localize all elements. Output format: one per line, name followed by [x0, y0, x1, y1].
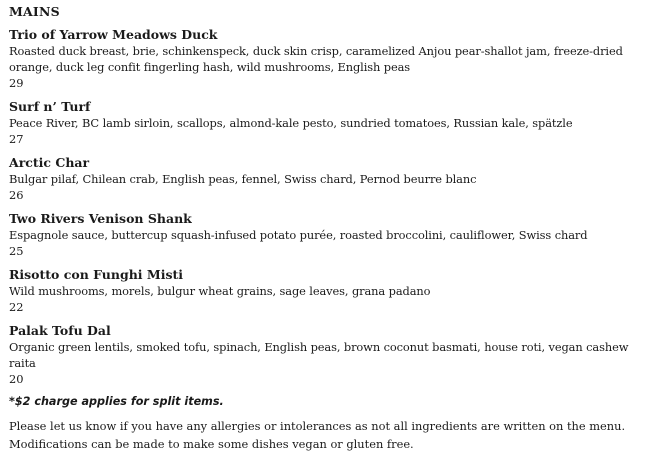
dish-name: Surf n’ Turf — [9, 99, 91, 114]
dish-description: Bulgar pilaf, Chilean crab, English peas, fennel, Swiss chard, Pernod beurre blanc — [9, 172, 477, 186]
dish-name: Two Rivers Venison Shank — [9, 211, 192, 226]
dish-price: 25 — [9, 244, 24, 258]
allergy-disclaimer: Please let us know if you have any allergies or intolerances as not all ingredients are written on the menu. Modifications can be made to make some dishes vegan or gluten free. — [9, 419, 626, 451]
menu-item-surf-n-turf — [9, 98, 645, 148]
split-charge-note: *$2 charge applies for split items. — [9, 395, 224, 408]
menu-item-arctic-char — [9, 154, 645, 204]
menu-item-venison-shank — [9, 210, 645, 260]
section-title-mains: MAINS — [9, 4, 60, 19]
menu-page — [9, 4, 645, 453]
dish-price: 20 — [9, 372, 24, 386]
dish-price: 27 — [9, 132, 24, 146]
menu-item-palak-tofu-dal — [9, 322, 645, 388]
dish-name: Risotto con Funghi Misti — [9, 267, 184, 282]
dish-name: Arctic Char — [9, 155, 90, 170]
dish-description: Wild mushrooms, morels, bulgur wheat grains, sage leaves, grana padano — [9, 284, 431, 298]
dish-description: Peace River, BC lamb sirloin, scallops, almond-kale pesto, sundried tomatoes, Russian kale, spätzle — [9, 116, 573, 130]
dish-description: Roasted duck breast, brie, schinkenspeck, duck skin crisp, caramelized Anjou pear-shallot jam, freeze-dried orange, duck leg confit fingerling hash, wild mushrooms, English peas — [9, 44, 623, 74]
dish-name: Trio of Yarrow Meadows Duck — [9, 27, 218, 42]
dish-description: Espagnole sauce, buttercup squash-infused potato purée, roasted broccolini, cauliflower, Swiss chard — [9, 228, 588, 242]
dish-name: Palak Tofu Dal — [9, 323, 111, 338]
menu-item-duck — [9, 26, 645, 92]
menu-item-risotto — [9, 266, 645, 316]
dish-price: 22 — [9, 300, 24, 314]
dish-price: 29 — [9, 76, 24, 90]
dish-description: Organic green lentils, smoked tofu, spinach, English peas, brown coconut basmati, house roti, vegan cashew raita — [9, 340, 629, 370]
dish-price: 26 — [9, 188, 24, 202]
